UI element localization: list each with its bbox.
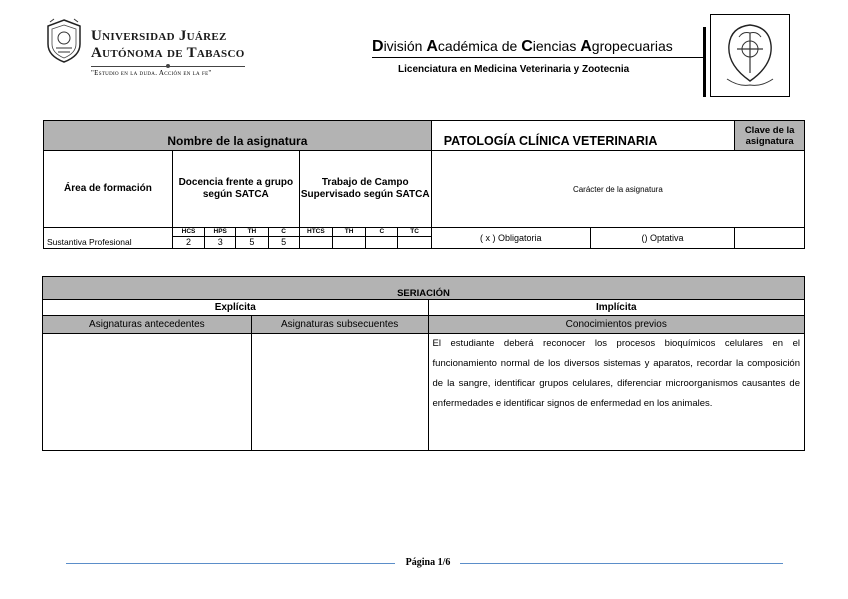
area-header-spacer bbox=[44, 228, 173, 237]
explicit-header: Explícita bbox=[43, 300, 429, 316]
htcs-value bbox=[299, 237, 332, 249]
tc-header: TC bbox=[398, 228, 431, 237]
antecedent-subjects-cell bbox=[43, 334, 252, 451]
university-name-line1: Universidad Juárez bbox=[91, 28, 227, 44]
teaching-hours-label: Docencia frente a grupo según SATCA bbox=[172, 151, 299, 228]
prior-knowledge-cell bbox=[428, 334, 804, 451]
program-name: Licenciatura en Medicina Veterinaria y Zootecnia bbox=[398, 64, 630, 75]
university-seal-logo bbox=[44, 18, 84, 64]
seriacion-table bbox=[42, 276, 805, 451]
prior-knowledge-text: El estudiante deberá reconocer los procesos bioquímicos celulares en el funcionamiento normal de los diversos sistemas y aparatos, recordar la composición de la sangre, identificar grupos celulares, diferenciar microorganismos causantes de enfermedades e identificar signos de enfermedad en los animales. bbox=[432, 338, 800, 409]
th-header: TH bbox=[236, 228, 268, 237]
subsequent-subjects-cell bbox=[251, 334, 428, 451]
field-th-header: TH bbox=[332, 228, 365, 237]
htcs-header: HTCS bbox=[299, 228, 332, 237]
division-title: División Académica de Ciencias Agropecuarias bbox=[372, 38, 673, 55]
divider bbox=[91, 66, 245, 67]
subject-code-label: Clave de la asignatura bbox=[735, 121, 805, 151]
seriacion-title: SERIACIÓN bbox=[43, 277, 805, 300]
character-options-spacer bbox=[735, 228, 805, 249]
hcs-header: HCS bbox=[172, 228, 204, 237]
prior-knowledge-header: Conocimientos previos bbox=[428, 316, 804, 334]
university-name-block bbox=[91, 28, 245, 77]
training-area-label: Área de formación bbox=[44, 151, 173, 228]
header-divider bbox=[703, 27, 706, 97]
footer-rule-right bbox=[460, 563, 783, 564]
university-motto: "Estudio en la duda. Acción en la fe" bbox=[91, 69, 212, 77]
field-th-value bbox=[332, 237, 365, 249]
division-crest-logo bbox=[710, 14, 790, 97]
subject-name-label: Nombre de la asignatura bbox=[44, 121, 432, 151]
character-label: Carácter de la asignatura bbox=[431, 151, 804, 228]
university-name-line2: Autónoma de Tabasco bbox=[91, 45, 245, 61]
antecedent-subjects-header: Asignaturas antecedentes bbox=[43, 316, 252, 334]
subsequent-subjects-header: Asignaturas subsecuentes bbox=[251, 316, 428, 334]
field-c-value bbox=[366, 237, 398, 249]
tc-value bbox=[398, 237, 431, 249]
implicit-header: Implícita bbox=[428, 300, 804, 316]
c-value: 5 bbox=[268, 237, 299, 249]
hps-header: HPS bbox=[205, 228, 236, 237]
field-c-header: C bbox=[366, 228, 398, 237]
option-optativa: () Optativa bbox=[641, 233, 684, 243]
training-area-value: Sustantiva Profesional bbox=[44, 237, 173, 249]
c-header: C bbox=[268, 228, 299, 237]
hcs-value: 2 bbox=[172, 237, 204, 249]
hps-value: 3 bbox=[205, 237, 236, 249]
footer-rule-left bbox=[66, 563, 395, 564]
character-options bbox=[431, 228, 735, 249]
page-number: Página 1/6 bbox=[405, 557, 451, 568]
subject-info-table bbox=[43, 120, 805, 249]
field-work-label: Trabajo de Campo Supervisado según SATCA bbox=[299, 151, 431, 228]
option-obligatoria: ( x ) Obligatoria bbox=[432, 228, 591, 248]
subject-name: PATOLOGÍA CLÍNICA VETERINARIA bbox=[431, 121, 735, 151]
th-value: 5 bbox=[236, 237, 268, 249]
header-rule bbox=[372, 57, 705, 58]
